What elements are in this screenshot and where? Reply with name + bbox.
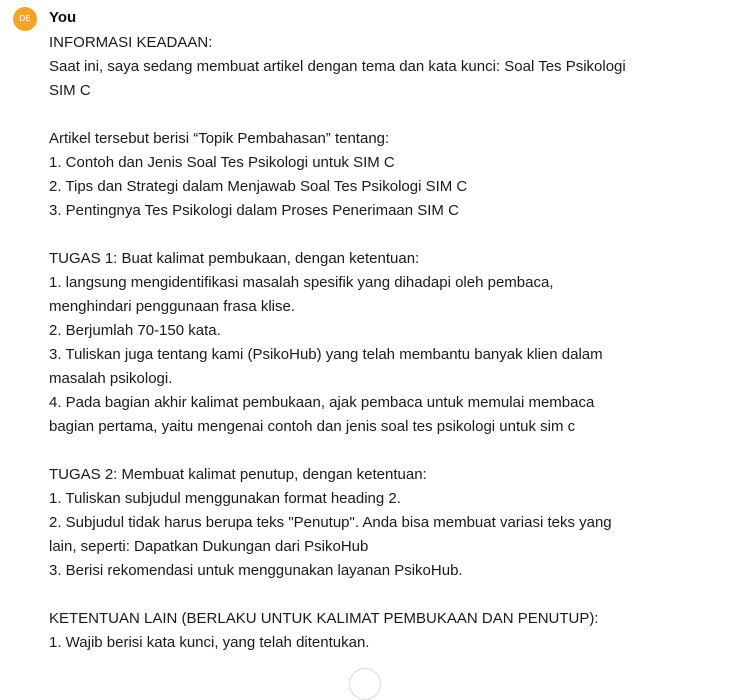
message-line: TUGAS 1: Buat kalimat pembukaan, dengan ketentuan: <box>49 250 420 267</box>
message-line: SIM C <box>49 82 91 99</box>
message-line: 4. Pada bagian akhir kalimat pembukaan, ajak pembaca untuk memulai membaca <box>49 394 595 411</box>
message-line: 2. Tips dan Strategi dalam Menjawab Soal Tes Psikologi SIM C <box>49 178 468 195</box>
message-line: 1. Wajib berisi kata kunci, yang telah ditentukan. <box>49 634 370 651</box>
message-line: 3. Berisi rekomendasi untuk menggunakan layanan PsikoHub. <box>49 562 463 579</box>
message-body[interactable] <box>49 31 689 655</box>
message-author: You <box>49 9 77 26</box>
blank-line <box>49 103 689 127</box>
user-avatar: DE <box>13 7 37 31</box>
blank-line <box>49 223 689 247</box>
message-line: Saat ini, saya sedang membuat artikel dengan tema dan kata kunci: Soal Tes Psikologi <box>49 58 626 75</box>
message-line: menghindari penggunaan frasa klise. <box>49 298 295 315</box>
message-line: bagian pertama, yaitu mengenai contoh dan jenis soal tes psikologi untuk sim c <box>49 418 576 435</box>
blank-line <box>49 583 689 607</box>
message-line: INFORMASI KEADAAN: <box>49 34 213 51</box>
message-line: TUGAS 2: Membuat kalimat penutup, dengan ketentuan: <box>49 466 427 483</box>
message-line: lain, seperti: Dapatkan Dukungan dari PsikoHub <box>49 538 369 555</box>
message-line: 3. Pentingnya Tes Psikologi dalam Proses Penerimaan SIM C <box>49 202 459 219</box>
message-line: 3. Tuliskan juga tentang kami (PsikoHub) yang telah membantu banyak klien dalam <box>49 346 603 363</box>
scroll-down-button[interactable] <box>349 668 381 700</box>
message-line: masalah psikologi. <box>49 370 173 387</box>
message-line: Artikel tersebut berisi “Topik Pembahasan” tentang: <box>49 130 390 147</box>
message-line: 1. Contoh dan Jenis Soal Tes Psikologi untuk SIM C <box>49 154 395 171</box>
message-line: KETENTUAN LAIN (BERLAKU UNTUK KALIMAT PEMBUKAAN DAN PENUTUP): <box>49 610 599 627</box>
message-line: 1. Tuliskan subjudul menggunakan format heading 2. <box>49 490 401 507</box>
message-line: 1. langsung mengidentifikasi masalah spesifik yang dihadapi oleh pembaca, <box>49 274 554 291</box>
blank-line <box>49 439 689 463</box>
message-line: 2. Subjudul tidak harus berupa teks "Penutup". Anda bisa membuat variasi teks yang <box>49 514 612 531</box>
message-line: 2. Berjumlah 70-150 kata. <box>49 322 221 339</box>
